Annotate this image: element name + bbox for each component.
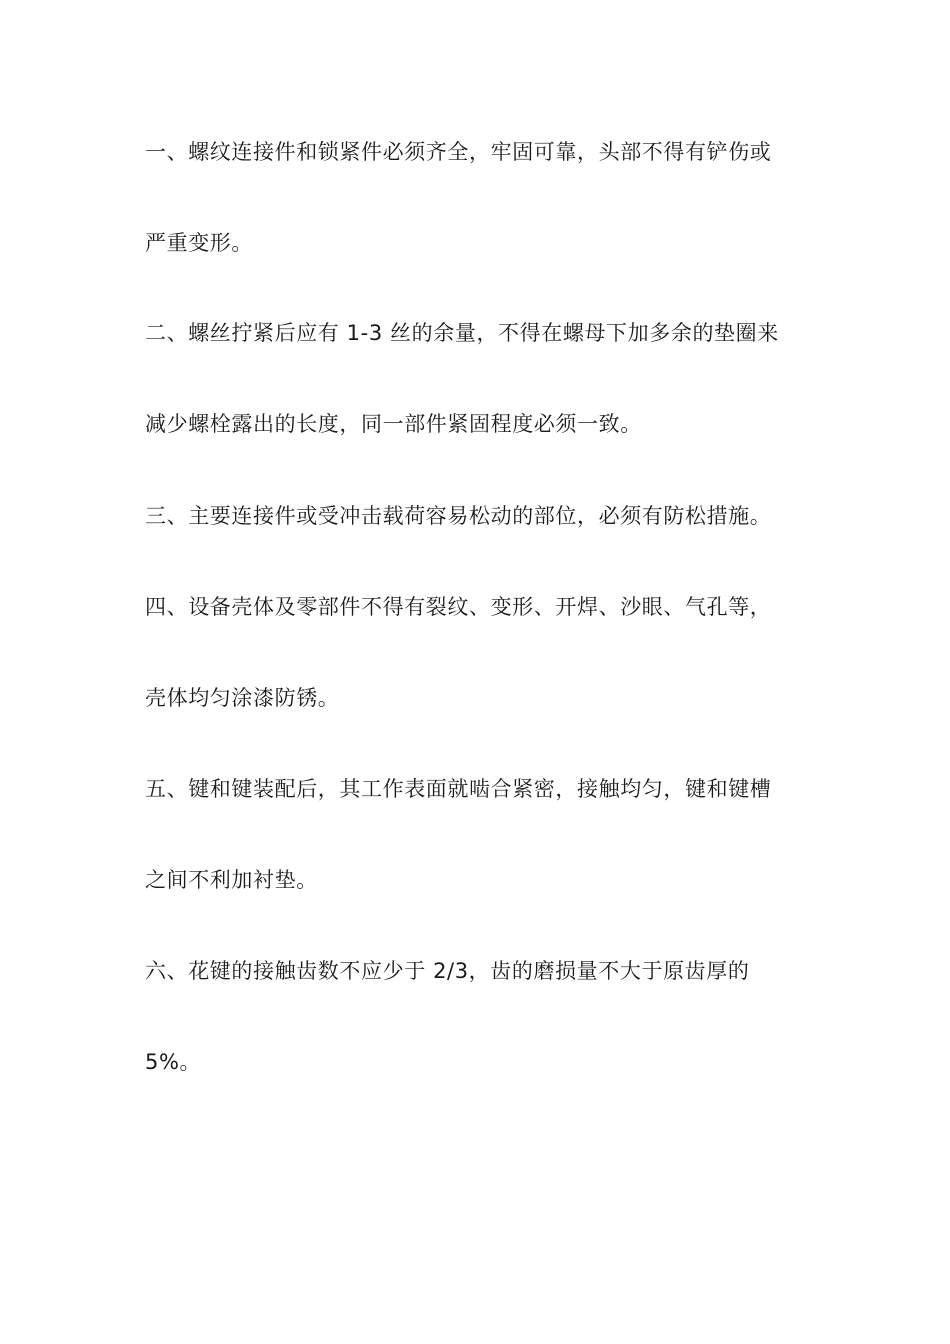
text-line: 严重变形。	[145, 231, 253, 255]
text-line: 三、主要连接件或受冲击载荷容易松动的部位，必须有防松措施。	[145, 504, 772, 528]
text-line: 四、设备壳体及零部件不得有裂纹、变形、开焊、沙眼、气孔等，	[145, 595, 772, 619]
text-line: 壳体均匀涂漆防锈。	[145, 686, 340, 710]
text-line: 五、键和键装配后，其工作表面就啮合紧密，接触均匀，键和键槽	[145, 777, 772, 801]
text-line: 减少螺栓露出的长度，同一部件紧固程度必须一致。	[145, 412, 642, 436]
text-line: 之间不利加衬垫。	[145, 868, 318, 892]
text-line: 5%。	[145, 1050, 202, 1074]
text-line: 二、螺丝拧紧后应有 1-3 丝的余量，不得在螺母下加多余的垫圈来	[145, 321, 779, 345]
text-line: 一、螺纹连接件和锁紧件必须齐全，牢固可靠，头部不得有铲伤或	[145, 140, 772, 164]
text-line: 六、花键的接触齿数不应少于 2/3，齿的磨损量不大于原齿厚的	[145, 959, 750, 983]
